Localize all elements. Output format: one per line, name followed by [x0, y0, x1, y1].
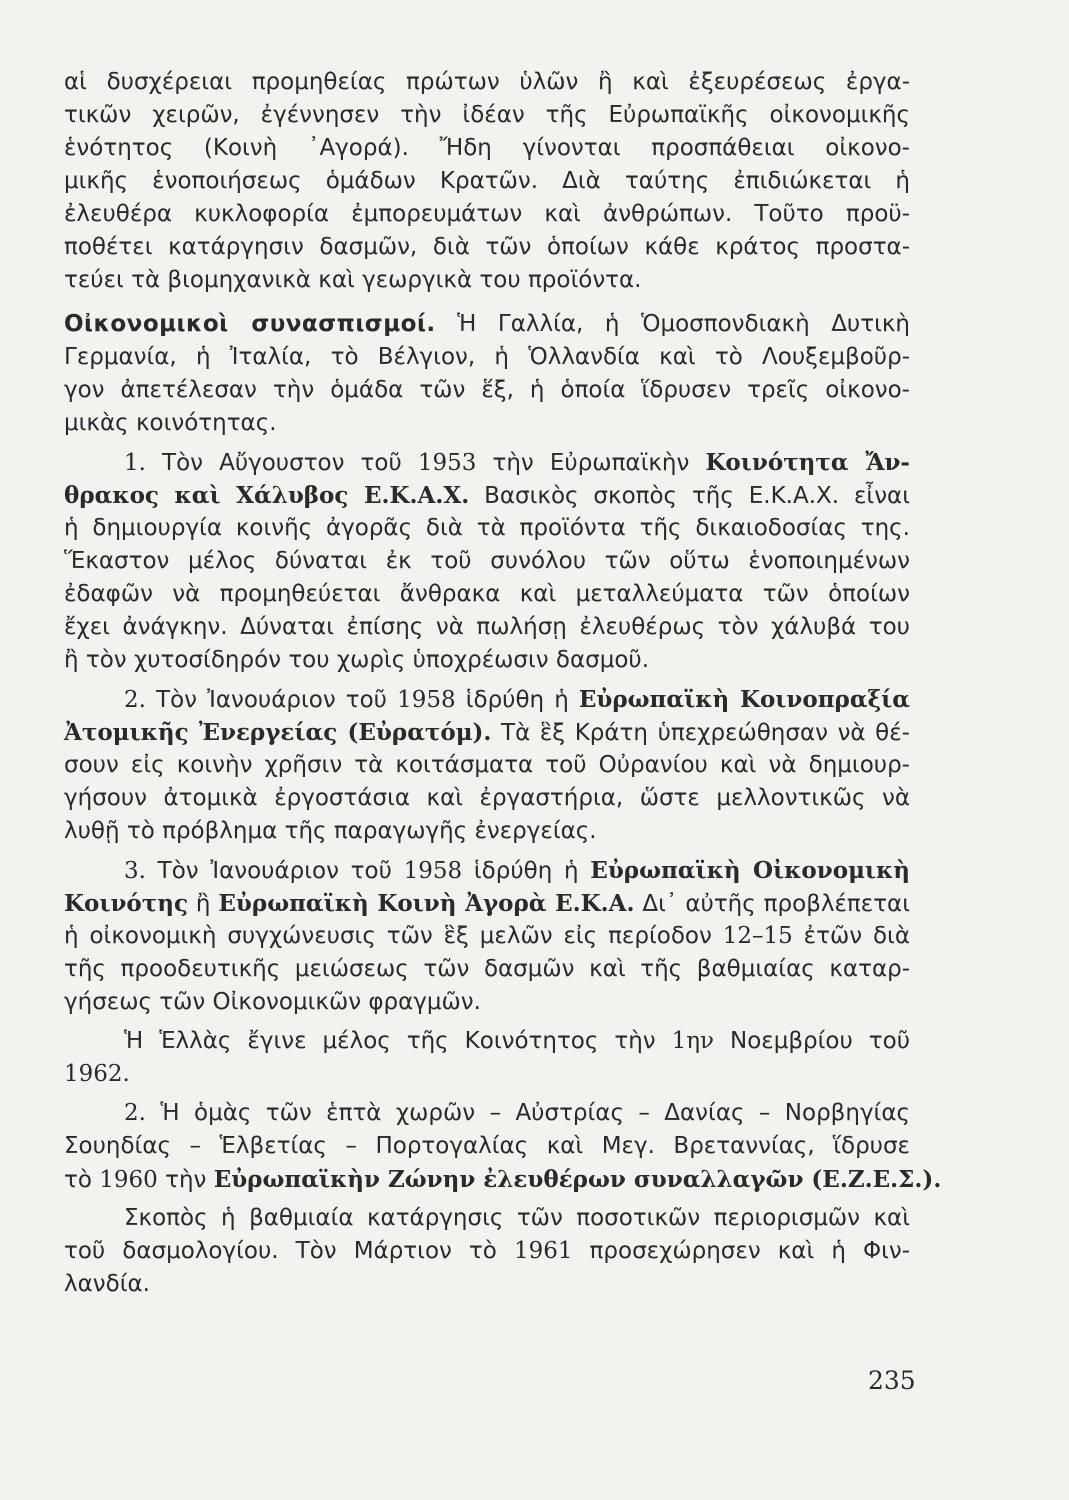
text-run: Ἕκαστον μέλος δύναται ἐκ τοῦ συνόλου τῶν οὕτω ἑνοποιημένων — [64, 548, 910, 574]
text-run: Τὰ ἓξ Κράτη ὑπεχρεώθησαν νὰ θέ- — [491, 720, 910, 746]
numeral: 12–15 — [722, 923, 793, 949]
paragraph-economic-blocs — [64, 308, 910, 440]
text-line — [64, 920, 910, 953]
text-run: Νοεμβρίου τοῦ — [714, 1028, 910, 1054]
text-line — [64, 374, 910, 407]
text-run: ἱδρύθη ἡ — [462, 858, 591, 884]
numeral: 1958 — [403, 858, 463, 884]
text-line — [64, 854, 910, 887]
numeral: 2. — [124, 1100, 161, 1126]
numeral: 3. — [124, 858, 158, 884]
text-run: μικὰς κοινότητας. — [64, 410, 277, 436]
text-line — [64, 231, 910, 264]
text-run: τὸ — [64, 1167, 100, 1193]
numeral: 1960 — [99, 1167, 158, 1193]
text-line — [64, 66, 910, 99]
text-run: Σουηδίας – Ἑλβετίας – Πορτογαλίας καὶ Μεγ. Βρεταννίας, ἵδρυσε — [64, 1133, 910, 1159]
text-run: Ἡ Ἑλλὰς ἔγινε μέλος τῆς Κοινότητος τὴν — [124, 1028, 672, 1054]
text-line — [64, 578, 910, 611]
section-heading-line — [64, 308, 910, 341]
numeral: 1953 — [417, 450, 477, 476]
paragraph-eec — [64, 854, 910, 1019]
text-run: Δι᾿ αὐτῆς προβλέπεται — [634, 891, 910, 917]
text-line — [64, 953, 910, 986]
numeral: 1ην — [671, 1028, 715, 1054]
numeral: 1. — [124, 450, 163, 476]
text-line — [64, 479, 910, 512]
text-run: ἐτῶν διὰ — [792, 923, 910, 949]
text-run: ἐλευθέρα κυκλοφορία ἐμπορευμάτων καὶ ἀνθρώπων. Τοῦτο προϋ- — [64, 201, 910, 227]
text-line — [64, 1268, 910, 1301]
text-line — [64, 644, 910, 677]
text-line — [64, 1058, 910, 1091]
text-line — [64, 749, 910, 782]
text-line — [64, 1235, 910, 1268]
text-run: τικῶν χειρῶν, ἐγέννησεν τὴν ἰδέαν τῆς Εὐρωπαϊκῆς οἰκονομικῆς — [64, 102, 910, 128]
text-line — [64, 683, 910, 716]
text-run: Βασικὸς σκοπὸς τῆς Ε.Κ.Α.Χ. εἶναι — [469, 483, 910, 509]
numeral: 1961 — [513, 1238, 573, 1264]
bold-term: θρακος καὶ Χάλυβος Ε.Κ.Α.Χ. — [64, 482, 470, 509]
text-line — [64, 1202, 910, 1235]
page-body — [64, 66, 942, 1301]
text-run: τὴν — [157, 1167, 214, 1193]
text-run: Τὸν Ἰανουάριον τοῦ — [157, 858, 404, 884]
text-run: γήσεως τῶν Οἰκονομικῶν φραγμῶν. — [64, 989, 481, 1015]
text-line — [64, 99, 910, 132]
page-number: 235 — [868, 1366, 916, 1395]
text-run: ἱδρύθη ἡ — [455, 687, 579, 713]
text-line — [64, 1130, 910, 1163]
text-run: Σκοπὸς ἡ βαθμιαία κατάργησις τῶν ποσοτικῶν περιορισμῶν καὶ — [124, 1205, 910, 1231]
numeral: 1962. — [64, 1061, 130, 1087]
text-run: αἱ δυσχέρειαι προμηθείας πρώτων ὑλῶν ἢ καὶ ἐξευρέσεως ἐργα- — [64, 69, 910, 95]
bold-term: Κοινότης — [64, 890, 188, 917]
text-run: λυθῇ τὸ πρόβλημα τῆς παραγωγῆς ἐνεργείας. — [64, 818, 597, 844]
text-line — [64, 887, 910, 920]
paragraph-efta-purpose — [64, 1202, 910, 1301]
paragraph-ecsc — [64, 446, 910, 677]
text-line — [64, 407, 910, 440]
text-run: λανδία. — [64, 1271, 150, 1297]
text-run: Ἡ ὁμὰς τῶν ἑπτὰ χωρῶν – Αὐστρίας – Δανίας – Νορβηγίας — [160, 1100, 910, 1126]
paragraph-intro — [64, 66, 910, 297]
text-run: ἢ τὸν χυτοσίδηρόν του χωρὶς ὑποχρέωσιν δασμοῦ. — [64, 647, 650, 673]
text-line — [64, 815, 910, 848]
text-run: Τὸν Ἰανουάριον τοῦ — [156, 687, 398, 713]
text-line — [64, 165, 910, 198]
text-run: Ἡ Γαλλία, ἡ Ὁμοσπονδιακὴ Δυτικὴ — [435, 311, 910, 337]
text-run: τοῦ δασμολογίου. Τὸν Μάρτιον τὸ — [64, 1238, 514, 1264]
text-line — [64, 512, 910, 545]
text-line — [64, 716, 910, 749]
text-run: ἡ οἰκονομικὴ συγχώνευσις τῶν ἓξ μελῶν εἰς περίοδον — [64, 923, 723, 949]
paragraph-greece-membership — [64, 1025, 910, 1091]
text-run: τεύει τὰ βιομηχανικὰ καὶ γεωργικὰ του προϊόντα. — [64, 267, 642, 293]
text-line — [64, 132, 910, 165]
text-run: προσεχώρησεν καὶ ἡ Φιν- — [572, 1238, 911, 1264]
text-line — [64, 611, 910, 644]
text-line — [64, 1097, 910, 1130]
bold-term: Κοινότητα Ἄν- — [705, 449, 910, 476]
text-run: Τὸν Αὔγουστον τοῦ — [162, 450, 418, 476]
text-line — [64, 986, 910, 1019]
section-heading: Οἰκονομικοὶ συνασπισμοί. — [64, 311, 436, 337]
text-run: τῆς προοδευτικῆς μειώσεως τῶν δασμῶν καὶ τῆς βαθμιαίας καταρ- — [64, 956, 910, 982]
bold-term: Εὐρωπαϊκὴ Κοινοπραξία — [578, 686, 911, 713]
text-run: ἡ δημιουργία κοινῆς ἀγορᾶς διὰ τὰ προϊόντα τῆς δικαιοδοσίας της. — [64, 515, 910, 541]
bold-term: Εὐρωπαϊκὴ Κοινὴ Ἀγορὰ Ε.Κ.Α. — [218, 890, 635, 917]
numeral: 1958 — [397, 687, 456, 713]
paragraph-euratom — [64, 683, 910, 848]
text-run: Γερμανία, ἡ Ἰταλία, τὸ Βέλγιον, ἡ Ὁλλανδία καὶ τὸ Λουξεμβοῦρ- — [64, 344, 910, 370]
text-run: τὴν Εὐρωπαϊκὴν — [476, 450, 706, 476]
text-line — [64, 545, 910, 578]
text-line — [64, 1163, 942, 1196]
text-line — [64, 198, 910, 231]
text-run: ἔχει ἀνάγκην. Δύναται ἐπίσης νὰ πωλήσῃ ἐλευθέρως τὸν χάλυβά του — [64, 614, 910, 640]
text-line — [64, 341, 910, 374]
text-run: σουν εἰς κοινὴν χρῆσιν τὰ κοιτάσματα τοῦ Οὐρανίου καὶ νὰ δημιουρ- — [64, 752, 910, 778]
text-run: ἑνότητος (Κοινὴ ᾿Αγορά). Ἤδη γίνονται προσπάθειαι οἰκονο- — [64, 135, 910, 161]
text-line — [64, 1025, 910, 1058]
text-run: ποθέτει κατάργησιν δασμῶν, διὰ τῶν ὁποίων κάθε κράτος προστα- — [64, 234, 910, 260]
paragraph-efta — [64, 1097, 942, 1196]
text-run: μικῆς ἑνοποιήσεως ὁμάδων Κρατῶν. Διὰ ταύτης ἐπιδιώκεται ἡ — [64, 168, 910, 194]
text-run: ἐδαφῶν νὰ προμηθεύεται ἄνθρακα καὶ μεταλλεύματα τῶν ὁποίων — [64, 581, 910, 607]
text-line — [64, 264, 910, 297]
text-run: γον ἀπετέλεσαν τὴν ὁμάδα τῶν ἕξ, ἡ ὁποία ἵδρυσεν τρεῖς οἰκονο- — [64, 377, 910, 403]
text-line — [64, 446, 910, 479]
text-line — [64, 782, 910, 815]
text-run: γήσουν ἀτομικὰ ἐργοστάσια καὶ ἐργαστήρια, ὥστε μελλοντικῶς νὰ — [64, 785, 910, 811]
bold-term: Εὐρωπαϊκὴν Ζώνην ἐλευθέρων συναλλαγῶν (Ε.Ζ.Ε.Σ.). — [213, 1166, 942, 1193]
numeral: 2. — [124, 687, 157, 713]
bold-term: Εὐρωπαϊκὴ Οἰκονομικὴ — [590, 857, 910, 884]
text-run: ἢ — [187, 891, 219, 917]
bold-term: Ἀτομικῆς Ἐνεργείας (Εὐρατόμ). — [64, 719, 492, 746]
